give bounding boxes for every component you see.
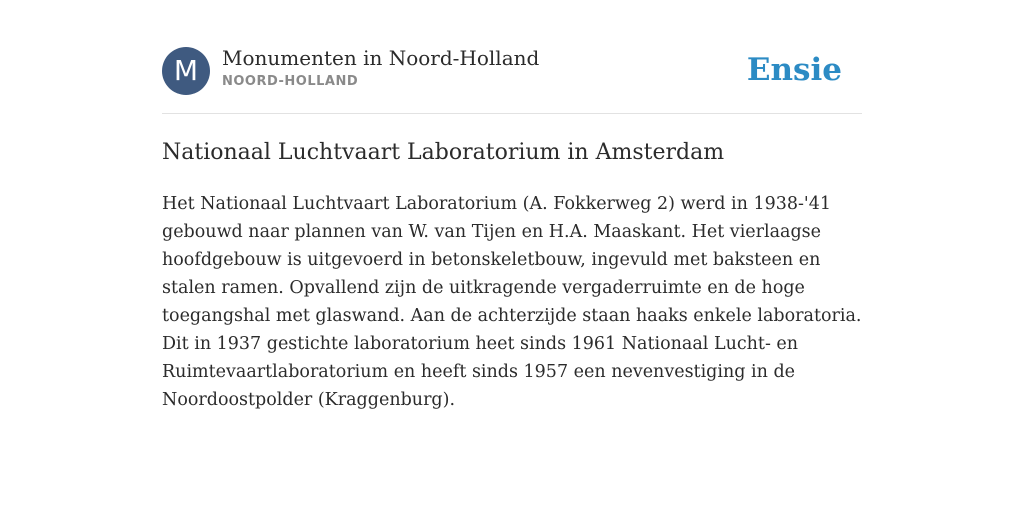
article-title: Nationaal Luchtvaart Laboratorium in Amsterdam — [162, 140, 725, 165]
brand-logo[interactable]: Ensie — [746, 52, 842, 88]
source-subtitle: NOORD-HOLLAND — [222, 74, 359, 89]
avatar[interactable]: M — [162, 47, 210, 95]
divider — [162, 113, 862, 114]
source-title[interactable]: Monumenten in Noord-Holland — [222, 46, 540, 70]
article-body: Het Nationaal Luchtvaart Laboratorium (A. Fokkerweg 2) werd in 1938-'41 gebouwd naar plannen van W. van Tijen en H.A. Maaskant. Het vierlaagse hoofdgebouw is uitgevoerd in betonskeletbouw, ingevuld met baksteen en stalen ramen. Opvallend zijn de uitkragende vergaderruimte en de hoge toegangshal met glaswand. Aan de achterzijde staan haaks enkele laboratoria. Dit in 1937 gestichte laboratorium heet sinds 1961 Nationaal Lucht- en Ruimtevaartlaboratorium en heeft sinds 1957 een nevenvestiging in de Noordoostpolder (Kraggenburg). — [162, 194, 862, 410]
header — [162, 46, 862, 96]
